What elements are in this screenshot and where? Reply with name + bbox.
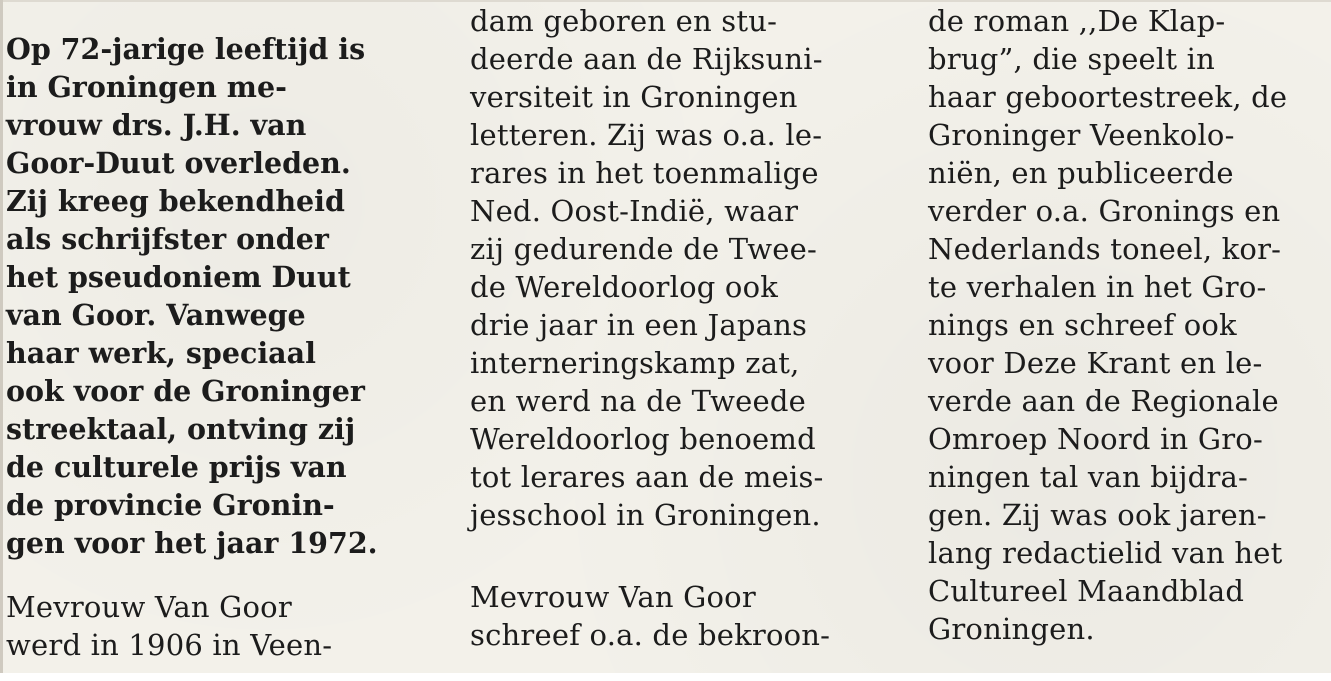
article-body-paragraph-4: de roman ,,De Klap- brug”, die speelt in haar geboortestreek, de Groninger Veenkolo- niën, en publiceerde verder o.a. Gronings en Nederlands toneel, kor- te verhalen in het Gro- nings en schreef ook voor Deze Krant en le- verde aan de Regionale Omroep Noord in Gro- ningen tal van bijdra- gen. Zij was ook jaren- lang redactielid van het Cultureel Maandblad Groningen. — [928, 4, 1288, 646]
article-body-paragraph-1: Mevrouw Van Goor werd in 1906 in Veen- — [6, 590, 333, 662]
clipping-bottom-edge — [0, 673, 1331, 681]
paragraph-spacer — [470, 534, 870, 578]
article-column-1 — [6, 30, 410, 664]
article-body-paragraph-3: Mevrouw Van Goor schreef o.a. de bekroon- — [470, 580, 831, 652]
article-lead-paragraph: Op 72-jarige leeftijd is in Groningen me- vrouw drs. J.H. van Goor-Duut overleden. Zij kreeg bekendheid als schrijfster onder het pseudoniem Duut van Goor. Vanwege haar werk, speciaal ook voor de Groninger streektaal, ontving zij de culturele prijs van de provincie Gronin- gen voor het jaar 1972. — [6, 32, 378, 560]
article-body-paragraph-2: dam geboren en stu- deerde aan de Rijksuni- versiteit in Groningen letteren. Zij was o.a. le- rares in het toenmalige Ned. Oost-Indië, waar zij gedurende de Twee- de Wereldoorlog ook drie jaar in een Japans interneringskamp zat, en werd na de Tweede Wereldoorlog benoemd tot lerares aan de meis- jesschool in Groningen. — [470, 4, 824, 532]
paragraph-spacer — [6, 562, 410, 588]
article-column-2 — [470, 2, 870, 654]
article-column-3 — [928, 2, 1326, 648]
clipping-left-edge — [0, 0, 3, 681]
